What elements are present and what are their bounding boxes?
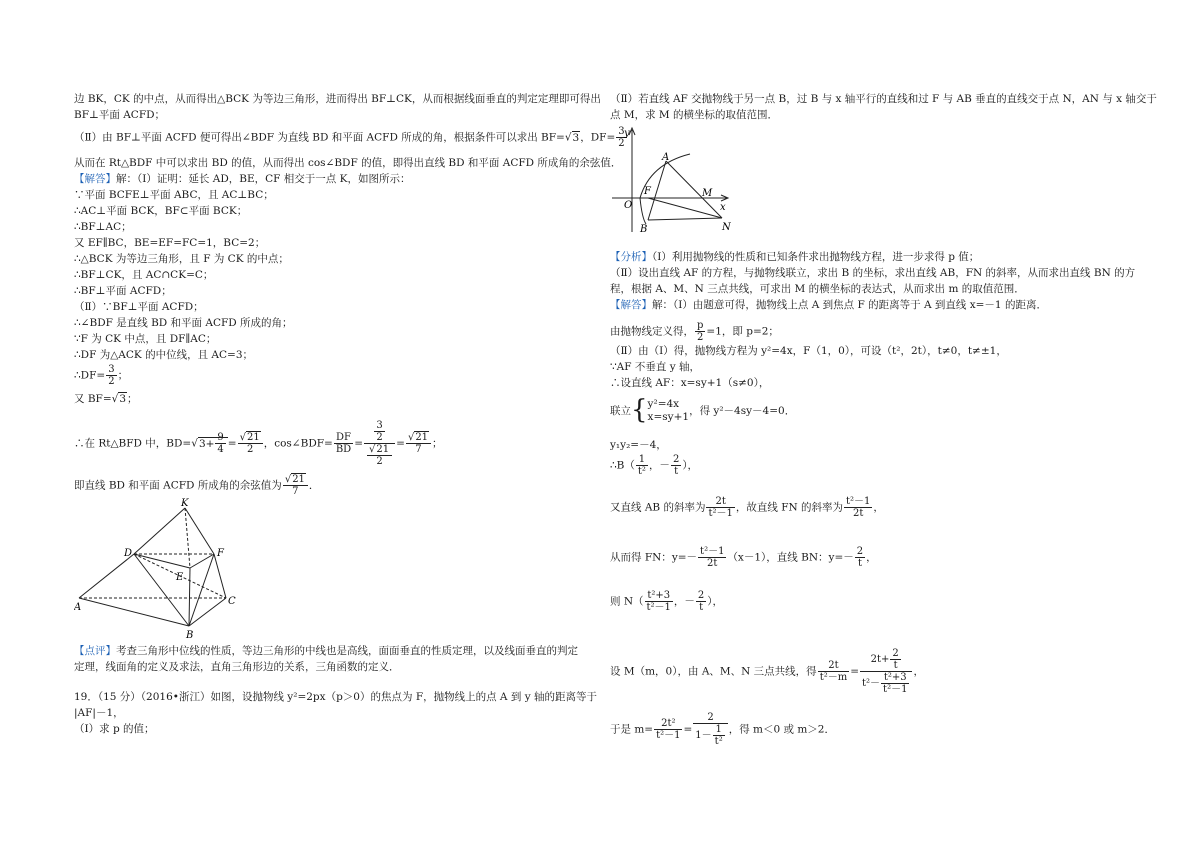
- text-line: ∵平面 BCFE⊥平面 ABC，且 AC⊥BC；: [74, 189, 274, 201]
- text-line: 从而得 FN：y=－ $\frac{\text{t²－1}}{2t}$ （x－1），直线 BN：y=－ $\frac{2}{t}$ ，: [610, 546, 877, 569]
- text-line: 从而在 Rt△BDF 中可以求出 BD 的值，从而得出 cos∠BDF 的值，即得出直线 BD 和平面 ACFD 所成角的余弦值．: [74, 157, 622, 169]
- label-F: F: [644, 186, 651, 197]
- fraction: $\frac{\frac{3}{2}}{\frac{√21}{2}}$: [364, 420, 395, 467]
- text-line: y₁y₂=－4，: [610, 439, 667, 451]
- answer-tag: 【解答】: [610, 299, 652, 311]
- label-B: B: [640, 224, 648, 234]
- text-line: 【解答】解：（Ⅰ）证明：延长 AD，BE，CF 相交于一点 K，如图所示：: [74, 173, 411, 185]
- text-line: 则 N（ $\frac{\text{t²+3}}{\text{t²－1}}$ ，－ $\frac{2}{t}$ ），: [610, 590, 724, 613]
- text-line: ∴AC⊥平面 BCK，BF⊂平面 BCK；: [74, 205, 248, 217]
- fraction: $\frac{√21}{7}$: [406, 432, 431, 455]
- text-line: ∵AF 不垂直 y 轴，: [610, 361, 700, 373]
- text-line: ∴BF⊥CK，且 AC∩CK=C；: [74, 269, 214, 281]
- label-D: D: [124, 548, 133, 559]
- text-line: （Ⅱ）由（Ⅰ）得，抛物线方程为 y²=4x，F（1，0），可设（t²，2t），t≠0，t≠±1，: [610, 345, 1007, 357]
- fraction: $\frac{\text{2t²}}{\text{t²－1}}$: [656, 718, 681, 741]
- text-line: 边 BK，CK 的中点，从而得出△BCK 为等边三角形，进而得出 BF⊥CK，从而根据线面垂直的判定定理即可得出: [74, 93, 601, 105]
- text-line: （Ⅱ）设出直线 AF 的方程，与抛物线联立，求出 B 的坐标，求出直线 AB，FN 的斜率，从而求出直线 BN 的方: [610, 267, 1136, 279]
- label-A: A: [662, 152, 670, 163]
- question-line: 19．（15 分）（2016•浙江）如图，设抛物线 y²=2px（p＞0）的焦点为 F，抛物线上的点 A 到 y 轴的距离等于: [74, 691, 597, 703]
- text-line: 【点评】考查三角形中位线的性质，等边三角形的中线也是高线，面面垂直的性质定理，以及线面垂直的判定: [74, 645, 578, 657]
- answer-tag: 【解答】: [74, 173, 116, 185]
- fraction: $\frac{2}{t}$: [697, 590, 705, 613]
- label-F: F: [217, 548, 224, 559]
- fraction: $\frac{1}{\text{t²}}$: [637, 454, 646, 477]
- text-line: 即直线 BD 和平面 ACFD 所成角的余弦值为 $\frac{√21}{7}$ ．: [74, 474, 320, 497]
- fraction: $\frac{2}{t}$: [856, 546, 864, 569]
- question-line: （Ⅰ）求 p 的值；: [74, 723, 155, 735]
- parabola-figure: [610, 126, 735, 234]
- text-line: 程，根据 A、M、N 三点共线，可求出 M 的横坐标的表达式，从而求出 m 的取值范围．: [610, 283, 1025, 295]
- fraction: $\frac{2t}{\text{t²－1}}$: [708, 496, 733, 519]
- text-line: 点 M，求 M 的横坐标的取值范围．: [610, 109, 779, 121]
- text-line: ∵F 为 CK 中点，且 DF∥AC；: [74, 333, 217, 345]
- fraction: $\frac{\text{t²－1}}{2t}$: [700, 546, 725, 569]
- text-line: ∴∠BDF 是直线 BD 和平面 ACFD 所成的角；: [74, 317, 293, 329]
- label-E: E: [176, 572, 184, 583]
- comment-tag: 【点评】: [74, 645, 116, 657]
- text-line: ∴DF= $\frac{3}{2}$ ；: [74, 364, 129, 387]
- text-line: ∴△BCK 为等边三角形，且 F 为 CK 的中点；: [74, 253, 289, 265]
- text-line: 于是 m= $\frac{\text{2t²}}{\text{t²－1}}$ = 2 1－ $\frac{1}{\text{t²}}$ ，得 m＜0 或 m＞2．: [610, 712, 835, 747]
- label-K: K: [181, 498, 189, 509]
- fraction: $\frac{3}{2}$: [108, 364, 115, 387]
- fraction: $\frac{\text{t²－1}}{2t}$: [846, 496, 871, 519]
- label-x: x: [720, 202, 726, 213]
- pyramid-figure: [74, 498, 249, 638]
- text-line: （Ⅱ）∵BF⊥平面 ACFD；: [74, 301, 204, 313]
- text-line: 设 M（m，0），由 A、M、N 三点共线，得 $\frac{2t}{\text{t²－m}}$ = 2t+ $\frac{2}{t}$ t²－ $\frac{\text{t²+3}}{\text{t²－1}}$ ，: [610, 648, 924, 695]
- text-line: ∴BF⊥平面 ACFD；: [74, 285, 172, 297]
- label-A: A: [74, 602, 82, 613]
- label-C: C: [228, 596, 236, 607]
- fraction: $\frac{9}{4}$: [217, 432, 224, 455]
- label-y: y: [624, 128, 630, 139]
- text-line: ∴B（ $\frac{1}{\text{t²}}$ ，－ $\frac{2}{t}$ ），: [610, 454, 699, 477]
- question-line: |AF|－1，: [74, 707, 124, 719]
- text-line: 又 BF=√3；: [74, 393, 138, 405]
- label-O: O: [624, 200, 633, 211]
- text-line: 又直线 AB 的斜率为 $\frac{2t}{\text{t²－1}}$ ，故直线 FN 的斜率为 $\frac{\text{t²－1}}{2t}$ ，: [610, 496, 884, 519]
- text-line: （Ⅱ）若直线 AF 交抛物线于另一点 B，过 B 与 x 轴平行的直线和过 F 与 AB 垂直的直线交于点 N，AN 与 x 轴交于: [610, 93, 1157, 105]
- text-line: （Ⅱ）由 BF⊥平面 ACFD 便可得出∠BDF 为直线 BD 和平面 ACFD 所成的角，根据条件可以求出 BF=√3，DF= $\frac{3}{2}$: [74, 126, 625, 149]
- text-line: 由抛物线定义得， $\frac{p}{2}$ =1，即 p=2；: [610, 320, 779, 343]
- fraction: $\frac{p}{2}$: [697, 320, 704, 343]
- fraction: $\frac{3}{2}$: [618, 126, 625, 149]
- fraction: $\frac{2t}{\text{t²－m}}$: [819, 660, 848, 683]
- text-line: 【解答】解：（Ⅰ）由题意可得，抛物线上点 A 到焦点 F 的距离等于 A 到直线 x=－1 的距离．: [610, 299, 1047, 311]
- fraction: $\frac{2}{t}$: [672, 454, 680, 477]
- text-line: ∴设直线 AF：x=sy+1（s≠0），: [610, 377, 770, 389]
- fraction: 2 1－ $\frac{1}{\text{t²}}$: [693, 712, 727, 747]
- text-line: 定理，线面角的定义及求法，直角三角形边的关系，三角函数的定义．: [74, 661, 400, 673]
- fraction: $\frac{√21}{2}$: [238, 432, 263, 455]
- label-M: M: [702, 188, 713, 199]
- fraction: 2t+ $\frac{2}{t}$ t²－ $\frac{\text{t²+3}}{\text{t²－1}}$: [860, 648, 912, 695]
- fraction: $\frac{DF}{BD}$: [335, 432, 352, 455]
- fraction: $\frac{\text{t²+3}}{\text{t²－1}}$: [646, 590, 671, 613]
- text-line: 又 EF∥BC，BE=EF=FC=1，BC=2；: [74, 237, 266, 249]
- label-B: B: [186, 630, 194, 638]
- text-line: ∴在 Rt△BFD 中，BD=√3+ $\frac{9}{4}$ = $\frac{√21}{2}$ ，cos∠BDF= $\frac{DF}{BD}$ = $\frac{\frac{3}{2}}{\frac{√21}{2}}$ = $\frac{√21}{7}$ ；: [74, 420, 443, 467]
- text-line: 【分析】（Ⅰ）利用抛物线的性质和已知条件求出抛物线方程，进一步求得 p 值；: [610, 251, 980, 263]
- text-line: BF⊥平面 ACFD；: [74, 109, 166, 121]
- label-N: N: [722, 222, 731, 233]
- fraction: $\frac{√21}{7}$: [283, 474, 308, 497]
- text-line: ∴BF⊥AC；: [74, 221, 132, 233]
- text-line: ∴DF 为△ACK 的中位线，且 AC=3；: [74, 349, 254, 361]
- text-line: 联立{ y²=4x x=sy+1 ，得 y²－4sy－4=0．: [610, 395, 796, 426]
- analysis-tag: 【分析】: [610, 251, 652, 263]
